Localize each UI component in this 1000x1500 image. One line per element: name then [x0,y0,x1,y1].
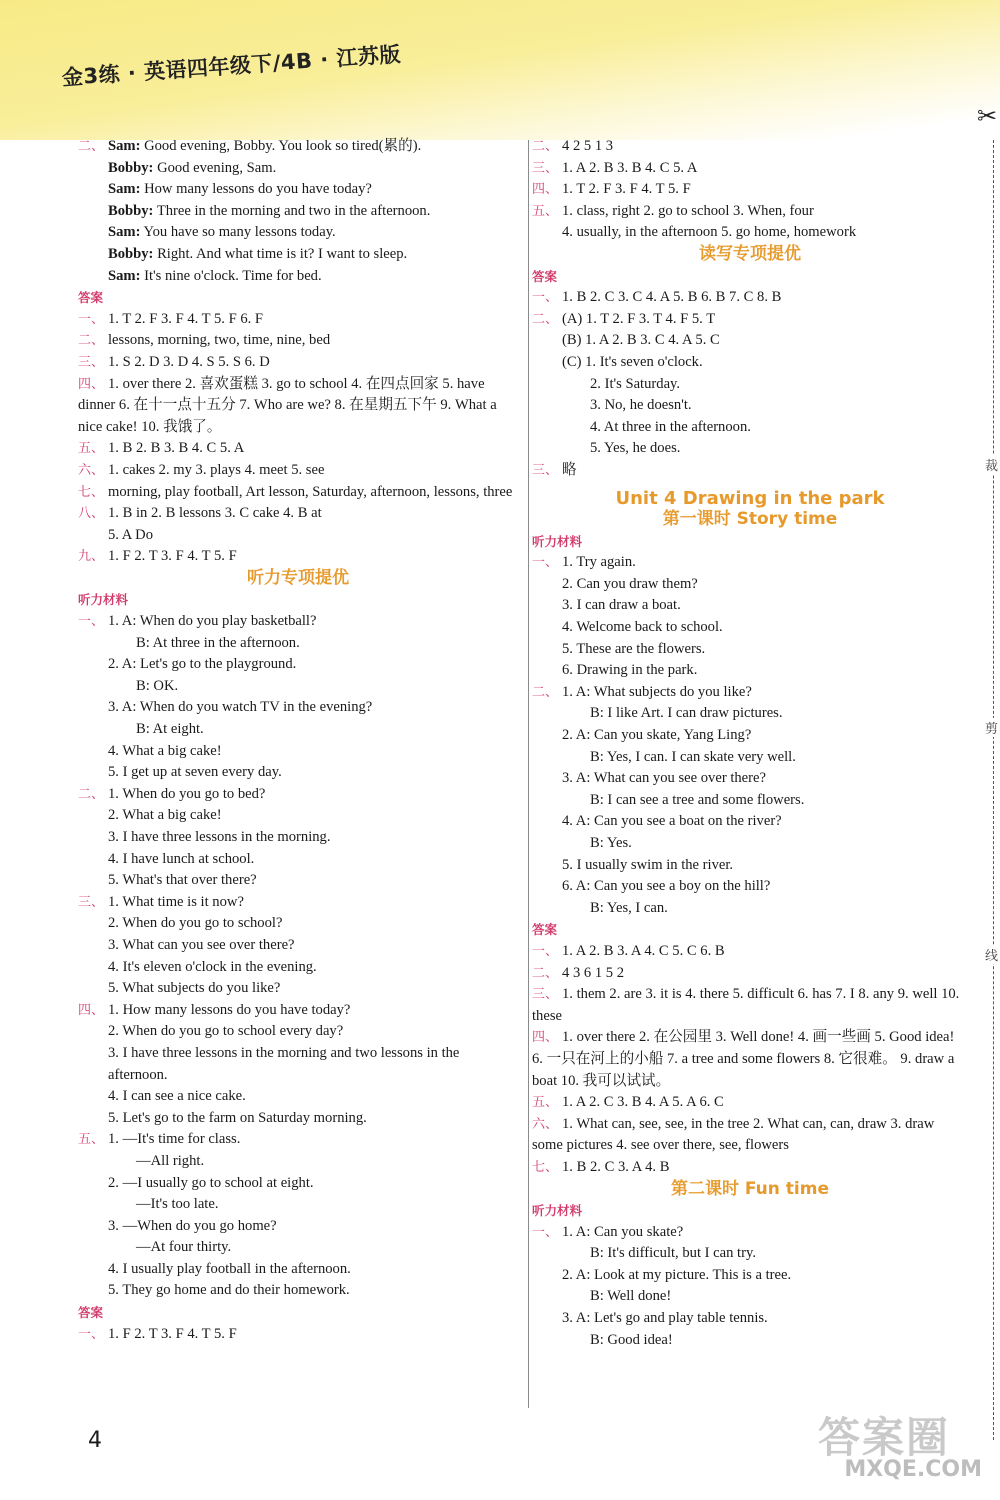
listening-item: B: At three in the afternoon. [136,634,300,651]
lesson-title: 第二课时 Fun time [670,1178,829,1199]
material-label: 听力材料 [532,533,583,549]
listening-item: 4. I can see a nice cake. [108,1088,246,1105]
answer-line: 三、 1. A 2. B 3. B 4. C 5. A [532,159,698,176]
answer-line: 五、 1. B 2. B 3. B 4. C 5. A [78,440,245,457]
lesson-title: 第一课时 Story time [662,509,838,530]
answer-line: 一、 1. F 2. T 3. F 4. T 5. F [78,1325,237,1342]
listening-item: 一、 1. A: When do you play basketball? [78,613,317,630]
listening-item: —All right. [136,1152,205,1169]
answers-label: 答案 [532,268,558,284]
answer-line: 七、 1. B 2. C 3. A 4. B [532,1158,670,1175]
listening-item: 5. They go home and do their homework. [108,1282,350,1299]
section-title: 读写专项提优 [699,243,801,264]
listening-item: 5. Let's go to the farm on Saturday morning. [108,1109,367,1126]
listening-item: 二、 1. When do you go to bed? [78,785,266,802]
listening-item: —At four thirty. [136,1239,232,1256]
answer-line: 三、 1. them 2. are 3. it is 4. there 5. difficult 6. has 7. I 8. any 9. well 10. these [532,986,960,1024]
listening-item: 5. What's that over there? [108,872,257,889]
answer-line: 四、 1. over there 2. 喜欢蛋糕 3. go to school 4. 在四点回家 5. have dinner 6. 在十一点十五分 7. Who are we? 8. 在星期五下午 9. What a nice cake! 10. 我饿了。 [78,375,497,435]
listening-item: 6. A: Can you see a boy on the hill? [562,878,771,895]
listening-item: 四、 1. How many lessons do you have today? [78,1001,351,1018]
answer-line: 三、 1. S 2. D 3. D 4. S 5. S 6. D [78,353,270,370]
answer-line: 5. A Do [108,526,154,543]
answer-line: 六、 1. What can, see, see, in the tree 2. What can, can, draw 3. draw some pictures 4. see over there, see, flowers [532,1115,935,1154]
left-column [78,136,518,1345]
dialog-line: Sam: How many lessons do you have today? [108,181,372,198]
listening-item: B: OK. [136,677,179,694]
listening-item: 一、 1. A: Can you skate? [532,1223,684,1240]
answer-line: 3. No, he doesn't. [590,397,692,414]
answers-label: 答案 [532,922,558,938]
answer-line: 二、 lessons, morning, two, time, nine, bed [78,332,331,349]
unit-title: Unit 4 Drawing in the park [615,487,885,509]
listening-item: 5. These are the flowers. [562,640,706,657]
answer-line: 4. usually, in the afternoon 5. go home, homework [562,224,857,241]
listening-item: 二、 1. A: What subjects do you like? [532,683,752,700]
right-column [532,136,968,1351]
section-title: 听力专项提优 [247,567,349,588]
listening-item: 3. What can you see over there? [108,936,295,953]
answer-line: 九、 1. F 2. T 3. F 4. T 5. F [78,548,237,565]
answer-line: 5. Yes, he does. [590,440,681,457]
cut-label: 裁 [985,455,998,474]
dialog-line: 二、 Sam: Good evening, Bobby. You look so tired(累的). [78,138,422,154]
listening-item: B: Well done! [590,1288,672,1305]
listening-item: 4. A: Can you see a boat on the river? [562,813,782,830]
answer-line: (B) 1. A 2. B 3. C 4. A 5. C [562,332,720,349]
answer-line: 2. It's Saturday. [590,375,681,392]
listening-item: 2. A: Let's go to the playground. [108,656,297,673]
cut-label: 线 [985,945,998,964]
answers-label: 答案 [78,1305,104,1321]
column-divider [528,140,529,1408]
watermark-logo: 答案圈 [818,1413,951,1462]
header-banner [0,0,1000,140]
listening-item: 2. A: Look at my picture. This is a tree. [562,1266,792,1283]
listening-item: 4. I have lunch at school. [108,850,255,867]
dialog-line: Sam: It's nine o'clock. Time for bed. [108,267,322,284]
listening-item: 3. I have three lessons in the morning. [108,829,331,845]
listening-item: 4. I usually play football in the afternoon. [108,1260,351,1277]
listening-item: B: Good idea! [590,1331,673,1348]
listening-item: 五、 1. —It's time for class. [78,1131,241,1148]
answer-line: 五、 1. A 2. C 3. B 4. A 5. A 6. C [532,1094,724,1111]
listening-item: —It's too late. [136,1196,219,1213]
answer-line: 七、 morning, play football, Art lesson, Saturday, afternoon, lessons, three [78,483,513,500]
listening-item: 2. A: Can you skate, Yang Ling? [562,727,752,744]
answer-line: 一、 1. B 2. C 3. C 4. A 5. B 6. B 7. C 8. B [532,289,782,306]
answer-line: 一、 1. T 2. F 3. F 4. T 5. F 6. F [78,310,264,327]
listening-item: B: Yes. [590,835,632,851]
answer-line: 六、 1. cakes 2. my 3. plays 4. meet 5. see [78,461,325,478]
answers-label: 答案 [78,290,104,306]
listening-item: 2. When do you go to school? [108,915,283,932]
listening-item: 2. Can you draw them? [562,575,698,592]
dialog-line: Bobby: Three in the morning and two in the afternoon. [108,202,431,219]
answer-line: 四、 1. over there 2. 在公园里 3. Well done! 4. 画一些画 5. Good idea! 6. 一只在河上的小船 7. a tree and some flowers 8. 它很难。 9. draw a boat 10. 我可以试试。 [532,1029,955,1089]
listening-item: 5. I usually swim in the river. [562,856,734,873]
page-number: 4 [88,1428,102,1453]
answer-line: 三、 略 [532,461,577,478]
listening-item: 2. When do you go to school every day? [108,1023,344,1040]
listening-item: B: Yes, I can. [590,899,668,916]
listening-item: B: It's difficult, but I can try. [590,1245,756,1262]
listening-item: 4. Welcome back to school. [562,619,723,636]
answer-line: 4. At three in the afternoon. [590,418,751,435]
scissors-icon: ✂ [977,102,998,130]
listening-item: 一、 1. Try again. [532,554,636,571]
listening-item: 3. —When do you go home? [108,1217,277,1234]
answer-line: 四、 1. T 2. F 3. F 4. T 5. F [532,181,691,198]
listening-item: 三、 1. What time is it now? [78,893,244,910]
book-title: 金3练 · 英语四年级下/4B · 江苏版 [61,42,402,90]
answer-line: (C) 1. It's seven o'clock. [562,353,703,370]
watermark-url: MXQE.COM [844,1457,982,1482]
listening-item: 2. —I usually go to school at eight. [108,1174,314,1191]
listening-item: 4. What a big cake! [108,742,222,759]
cut-line [993,140,994,1440]
listening-item: B: I can see a tree and some flowers. [590,791,805,808]
listening-item: B: Yes, I can. I can skate very well. [590,748,796,765]
listening-item: 3. I have three lessons in the morning and two lessons in the afternoon. [108,1044,460,1083]
listening-item: B: At eight. [136,721,204,738]
listening-item: 5. What subjects do you like? [108,980,281,997]
listening-item: 3. A: Let's go and play table tennis. [562,1310,768,1327]
dialog-line: Bobby: Right. And what time is it? I want to sleep. [108,245,408,262]
dialog-line: Bobby: Good evening, Sam. [108,159,277,176]
material-label: 听力材料 [532,1203,583,1219]
listening-item: 6. Drawing in the park. [562,662,698,679]
listening-item: 3. A: When do you watch TV in the evening? [108,699,373,716]
cut-label: 剪 [985,718,998,737]
answer-line: 二、 (A) 1. T 2. F 3. T 4. F 5. T [532,310,716,327]
answer-line: 八、 1. B in 2. B lessons 3. C cake 4. B at [78,505,322,522]
answer-line: 二、 4 3 6 1 5 2 [532,964,625,981]
listening-item: 5. I get up at seven every day. [108,764,282,781]
listening-item: B: I like Art. I can draw pictures. [590,705,783,722]
listening-item: 3. A: What can you see over there? [562,770,766,787]
listening-item: 4. It's eleven o'clock in the evening. [108,958,317,975]
material-label: 听力材料 [78,592,129,608]
listening-item: 2. What a big cake! [108,807,222,824]
answer-line: 二、 4 2 5 1 3 [532,138,614,154]
watermark [818,1405,988,1495]
answer-line: 一、 1. A 2. B 3. A 4. C 5. C 6. B [532,942,725,959]
dialog-line: Sam: You have so many lessons today. [108,224,336,241]
answer-line: 五、 1. class, right 2. go to school 3. When, four [532,202,814,219]
listening-item: 3. I can draw a boat. [562,597,681,614]
